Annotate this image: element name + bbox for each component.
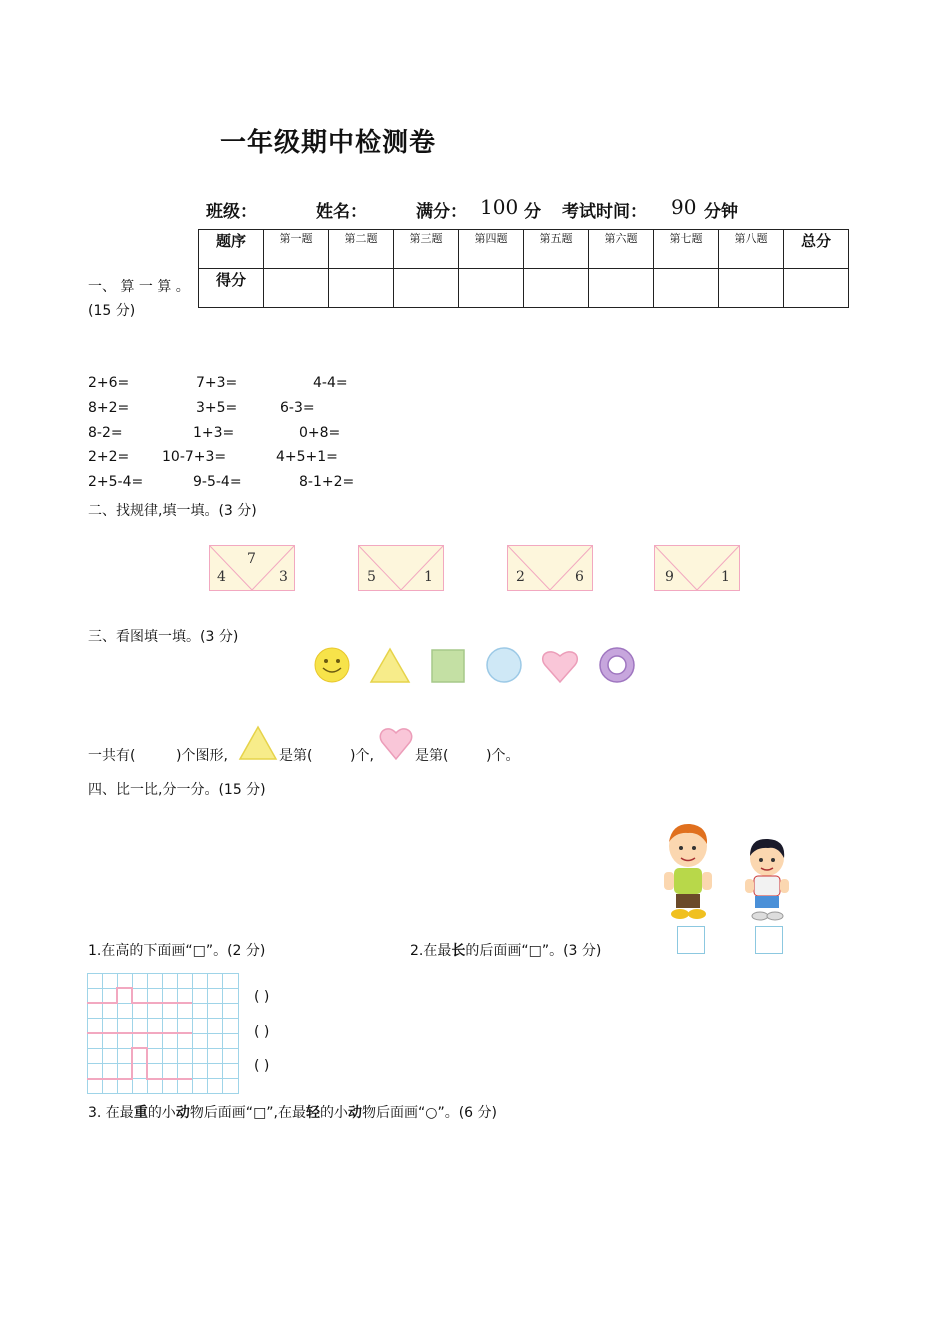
q3-text xyxy=(88,1102,497,1122)
smiley-face-icon xyxy=(315,648,349,682)
problem: 2+2= xyxy=(88,449,130,465)
problem: 8-2= xyxy=(88,425,123,441)
q3-text-part: 的小 xyxy=(320,1105,348,1121)
tall-boy-illustration xyxy=(660,820,715,922)
q-part: )个图形, xyxy=(176,748,228,764)
envelope-3 xyxy=(507,545,593,591)
score-cell[interactable] xyxy=(264,269,329,308)
envelope-2 xyxy=(358,545,444,591)
class-label: 班级： xyxy=(206,202,257,222)
heart-icon xyxy=(543,652,578,682)
q3-text-bold: 动 xyxy=(175,1105,190,1121)
score-cell[interactable] xyxy=(329,269,394,308)
problem: 9-5-4= xyxy=(193,474,242,490)
q3-text-part: 物后面画“□”,在最 xyxy=(189,1105,306,1121)
q2-text xyxy=(410,940,601,960)
q3-text-part: 3. 在最 xyxy=(88,1105,134,1121)
q3-text-bold: 重 xyxy=(133,1105,148,1121)
q-part: 是第( xyxy=(415,748,449,764)
answer-box-tall[interactable] xyxy=(677,926,705,954)
short-boy-illustration xyxy=(742,836,792,922)
answer-box-short[interactable] xyxy=(755,926,783,954)
section2-title: 二、找规律,填一填。(3 分) xyxy=(88,503,257,519)
heart-icon xyxy=(378,723,414,761)
q-part: 一共有( xyxy=(88,748,136,764)
score-cell[interactable] xyxy=(459,269,524,308)
col-header: 第五题 xyxy=(524,230,589,269)
score-cell[interactable] xyxy=(654,269,719,308)
q2-text-part: 2.在最 xyxy=(410,943,452,959)
problem: 3+5= xyxy=(196,400,238,416)
q2-text-bold: 长 xyxy=(451,943,466,959)
envelope-1 xyxy=(209,545,295,591)
score-cell[interactable] xyxy=(394,269,459,308)
q3-text-bold: 动 xyxy=(348,1105,362,1121)
col-header: 第三题 xyxy=(394,230,459,269)
time-unit: 分钟 xyxy=(704,202,738,222)
col-header: 第六题 xyxy=(589,230,654,269)
score-cell[interactable] xyxy=(719,269,784,308)
envelope-top-number: 7 xyxy=(247,551,256,567)
time-value: 90 xyxy=(671,195,697,219)
problem: 2+6= xyxy=(88,375,130,391)
problem: 8-1+2= xyxy=(299,474,355,490)
col-header: 第七题 xyxy=(654,230,719,269)
q-part: 是第( xyxy=(279,748,313,764)
problem: 6-3= xyxy=(280,400,315,416)
problem: 4-4= xyxy=(313,375,348,391)
envelope-left-number: 9 xyxy=(665,569,674,585)
square-icon xyxy=(432,650,464,682)
score-cell[interactable] xyxy=(589,269,654,308)
envelope-left-number: 2 xyxy=(516,569,525,585)
full-label: 满分： xyxy=(416,202,467,222)
envelope-left-number: 5 xyxy=(367,569,376,585)
header-label: 题序 xyxy=(199,230,264,269)
answer-blank[interactable]: ( ) xyxy=(254,1058,270,1074)
col-header: 第二题 xyxy=(329,230,394,269)
total-label: 总分 xyxy=(784,230,849,269)
envelope-right-number: 6 xyxy=(575,569,584,585)
envelope-right-number: 1 xyxy=(721,569,730,585)
answer-blank[interactable]: ( ) xyxy=(254,1024,270,1040)
triangle-icon xyxy=(238,725,278,761)
triangle-icon xyxy=(371,649,409,682)
page-title: 一年级期中检测卷 xyxy=(220,128,437,158)
problem: 0+8= xyxy=(299,425,341,441)
q1-text: 1.在高的下面画“□”。(2 分) xyxy=(88,943,266,959)
col-header: 第一题 xyxy=(264,230,329,269)
col-header: 第四题 xyxy=(459,230,524,269)
problem: 10-7+3= xyxy=(162,449,227,465)
section1-title: 一、 算 一 算 。 xyxy=(88,279,190,295)
score-table xyxy=(198,229,849,308)
section3-title: 三、看图填一填。(3 分) xyxy=(88,629,239,645)
section4-title: 四、比一比,分一分。(15 分) xyxy=(88,782,266,798)
q-part: )个。 xyxy=(486,748,520,764)
q3-text-part: 物后面画“○”。(6 分) xyxy=(362,1105,498,1121)
score-cell[interactable] xyxy=(784,269,849,308)
ring-icon xyxy=(600,648,634,682)
problem: 8+2= xyxy=(88,400,130,416)
problem: 4+5+1= xyxy=(276,449,338,465)
name-label: 姓名： xyxy=(316,202,367,222)
q3-text-part: 的小 xyxy=(147,1105,176,1121)
problem: 2+5-4= xyxy=(88,474,144,490)
envelope-right-number: 1 xyxy=(424,569,433,585)
shape-row xyxy=(312,645,642,687)
section1-points: (15 分) xyxy=(88,303,136,319)
problem: 1+3= xyxy=(193,425,235,441)
circle-icon xyxy=(487,648,521,682)
answer-blank[interactable]: ( ) xyxy=(254,989,270,1005)
q-part: )个, xyxy=(350,748,374,764)
q3-text-bold: 轻 xyxy=(306,1105,320,1121)
score-cell[interactable] xyxy=(524,269,589,308)
envelope-right-number: 3 xyxy=(279,569,288,585)
score-label: 得分 xyxy=(199,269,264,308)
problem: 7+3= xyxy=(196,375,238,391)
q2-text-part: 的后面画“□”。(3 分) xyxy=(465,943,602,959)
col-header: 第八题 xyxy=(719,230,784,269)
envelope-left-number: 4 xyxy=(217,569,226,585)
envelope-4 xyxy=(654,545,740,591)
line-grid xyxy=(87,973,239,1094)
full-unit: 分 xyxy=(524,202,541,222)
full-value: 100 xyxy=(480,195,519,219)
time-label: 考试时间： xyxy=(562,202,647,222)
